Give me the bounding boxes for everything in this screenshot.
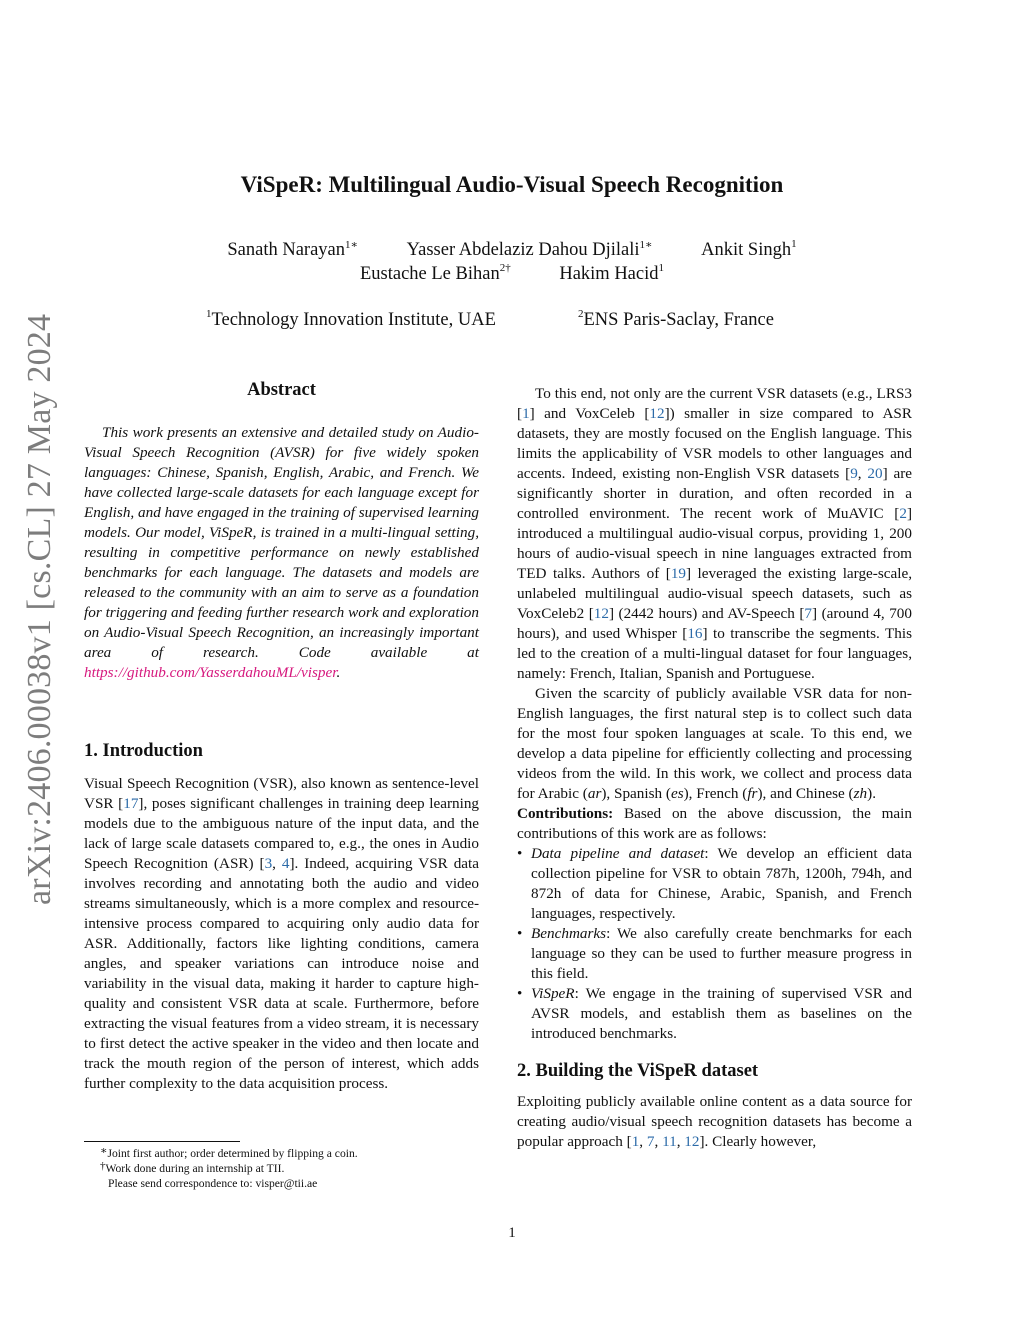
- abstract-heading: Abstract: [247, 380, 316, 400]
- author-line-2: [0, 264, 1024, 285]
- citation-link[interactable]: 4: [281, 855, 290, 872]
- citation-link[interactable]: 20: [867, 465, 883, 482]
- citation-link[interactable]: 19: [670, 565, 686, 582]
- footnote: †Work done during an internship at TII.: [100, 1160, 285, 1175]
- footnote-rule: [84, 1141, 240, 1142]
- arxiv-stamp: arXiv:2406.00038v1 [cs.CL] 27 May 2024: [21, 313, 58, 905]
- author-line-1: [0, 240, 1024, 261]
- paragraph: To this end, not only are the current VSR datasets (e.g., LRS3 [1] and VoxCeleb [12]) smaller in size compared to ASR datasets, they are mostly focused on the English language. This limits the applicability of VSR models to other languages and accents. Indeed, existing non-English VSR datasets [9, 20] are significantly shorter in duration, and often recorded in a controlled environment. The recent work of MuAVIC [2] introduced a multilingual audio-visual corpus, providing 1, 200 hours of audio-visual speech in nine languages extracted from TED talks. Authors of [19] leveraged the existing large-scale, unlabeled multilingual audio-visual speech datasets, such as VoxCeleb2 [12] (2442 hours) and AV-Speech [7] (around 4, 700 hours), and used Whisper [16] to transcribe the segments. This led to the creation of a multi-lingual dataset for four languages, namely: French, Italian, Spanish and Portuguese.: [517, 385, 913, 682]
- author: Yasser Abdelaziz Dahou Djilali$^{1∗}$: [406, 239, 653, 260]
- paper-title: ViSpeR: Multilingual Audio-Visual Speech Recognition: [240, 172, 784, 197]
- citation-link[interactable]: 16: [687, 625, 703, 642]
- citation-link[interactable]: 12: [649, 405, 665, 422]
- citation-link[interactable]: 11: [662, 1133, 677, 1150]
- contribution-bullet: • Benchmarks: We also carefully create benchmarks for each language so they can be used to further measure progress in this field.: [517, 925, 912, 982]
- abstract-text: This work presents an extensive and detailed study on Audio-Visual Speech Recognition (AVSR) for five widely spoken languages: Chinese, Spanish, English, Arabic, and French. We have collected large-scale datasets for each language except for English, and have engaged in the training of supervised learning models. Our model, ViSpeR, is trained in a multi-lingual setting, resulting in competitive performance on newly established benchmarks for each language. The datasets and models are released to the community with an aim to serve as a foundation for triggering and feeding further research work and exploration on Audio-Visual Speech Recognition, an increasingly important area of research. Code available at https://github.com/YasserdahouML/visper.: [84, 424, 479, 681]
- intro-paragraph: Visual Speech Recognition (VSR), also known as sentence-level VSR [17], poses significant challenges in training deep learning models due to the ambiguous nature of the input data, and the lack of large scale datasets compared to, e.g., the ones in Audio Speech Recognition (ASR) [3, 4]. Indeed, acquiring VSR data involves recording and annotating both the audio and video streams simultaneously, which is a more complex and resource-intensive process compared to acquiring only audio data for ASR. Additionally, factors like lighting conditions, camera angles, and speaker variations can introduce noise and variability in the visual data, making it harder to capture high-quality and consistent VSR data at scale. Furthermore, before extracting the visual features from a video stream, it is necessary to first detect the active speaker in the video and then locate and track the mouth region of the person of interest, which adds further complexity to the data acquisition process.: [84, 775, 480, 1092]
- section-heading-building-dataset: 2. Building the ViSpeR dataset: [517, 1061, 759, 1081]
- citation-link[interactable]: 7: [646, 1133, 655, 1150]
- citation-link[interactable]: 1: [522, 405, 530, 422]
- footnote: ∗Joint first author; order determined by flipping a coin.: [100, 1145, 358, 1160]
- author: Ankit Singh$^1$: [701, 238, 797, 260]
- right-column: [517, 384, 912, 1152]
- citation-link[interactable]: 17: [123, 795, 139, 812]
- author: Sanath Narayan$^{1∗}$: [227, 239, 358, 260]
- citation-link[interactable]: 2: [899, 505, 907, 522]
- citation-link[interactable]: 9: [850, 465, 858, 482]
- contribution-bullet: • Data pipeline and dataset: We develop an efficient data collection pipeline for VSR to obtain 787h, 1200h, 794h, and 872h of data for Chinese, Arabic, Spanish, and French languages, respectively.: [517, 845, 913, 922]
- paragraph: Exploiting publicly available online content as a data source for creating audio/visual speech recognition datasets has become a popular approach [1, 7, 11, 12]. Clearly however,: [517, 1093, 912, 1150]
- affiliation-2: $^2$ENS Paris-Saclay, France: [578, 308, 774, 330]
- citation-link[interactable]: 1: [631, 1133, 640, 1150]
- code-link[interactable]: https://github.com/YasserdahouML/visper: [84, 664, 337, 681]
- section-heading-introduction: 1. Introduction: [84, 741, 203, 761]
- citation-link[interactable]: 12: [684, 1133, 700, 1150]
- bullet-icon: •: [517, 925, 523, 942]
- footnotes: [100, 1146, 480, 1191]
- citation-link[interactable]: 3: [264, 855, 273, 872]
- contributions-paragraph: Contributions: Based on the above discussion, the main contributions of this work are as follows:: [517, 805, 912, 842]
- contributions-label: Contributions:: [517, 805, 614, 822]
- page-number: 1: [508, 1225, 516, 1241]
- affiliation-1: $^1$Technology Innovation Institute, UAE: [206, 308, 496, 330]
- footnote: Please send correspondence to: visper@tii.ae: [108, 1177, 318, 1190]
- bullet-icon: •: [517, 985, 523, 1002]
- bullet-icon: •: [517, 845, 523, 862]
- author: Eustache Le Bihan$^{2\dagger}$: [359, 262, 511, 284]
- citation-link[interactable]: 12: [593, 605, 609, 622]
- contribution-bullet: • ViSpeR: We engage in the training of supervised VSR and AVSR models, and establish them as baselines on the introduced benchmarks.: [517, 985, 912, 1042]
- paragraph: Given the scarcity of publicly available VSR data for non-English languages, the first natural step is to collect such data for the most four spoken languages at scale. To this end, we develop a data pipeline for efficiently collecting and processing videos from the wild. In this work, we collect and process data for Arabic (ar), Spanish (es), French (fr), and Chinese (zh).: [517, 685, 912, 802]
- citation-link[interactable]: 7: [804, 605, 813, 622]
- author: Hakim Hacid$^1$: [559, 262, 664, 284]
- left-column: [84, 380, 479, 1094]
